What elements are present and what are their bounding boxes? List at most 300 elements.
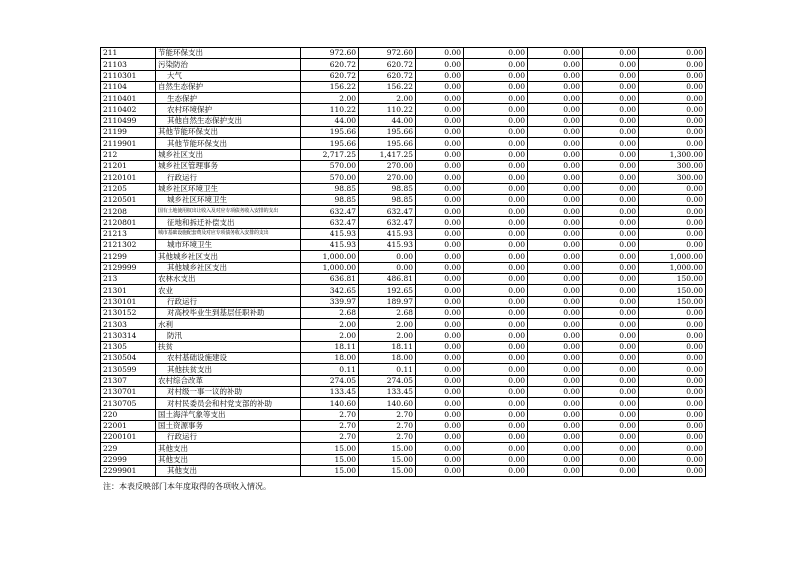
row-label: 征地和拆迁补偿支出 <box>156 217 301 228</box>
row-value: 0.00 <box>639 70 706 81</box>
row-code: 212 <box>101 149 156 160</box>
row-label: 对高校毕业生到基层任职补助 <box>156 307 301 318</box>
row-value: 300.00 <box>639 160 706 171</box>
row-value: 0.00 <box>464 364 528 375</box>
row-value: 189.97 <box>359 296 416 307</box>
table-row <box>101 330 706 341</box>
row-label: 城市环境卫生 <box>156 240 301 251</box>
table-row <box>101 454 706 465</box>
row-value: 0.00 <box>583 262 639 273</box>
row-value: 0.00 <box>583 172 639 183</box>
row-value: 0.00 <box>639 138 706 149</box>
row-value: 620.72 <box>301 70 359 81</box>
row-value: 415.93 <box>301 240 359 251</box>
row-code: 21299 <box>101 251 156 262</box>
row-value: 0.00 <box>639 48 706 59</box>
row-value: 0.00 <box>583 206 639 217</box>
row-value: 0.00 <box>464 409 528 420</box>
row-value: 2.70 <box>301 420 359 431</box>
row-value: 0.00 <box>583 228 639 239</box>
row-value: 0.00 <box>464 149 528 160</box>
row-value: 0.00 <box>464 307 528 318</box>
row-value: 0.00 <box>528 262 583 273</box>
row-code: 2121302 <box>101 240 156 251</box>
row-value: 0.00 <box>583 443 639 454</box>
row-code: 21103 <box>101 59 156 70</box>
table-row <box>101 285 706 296</box>
table-row <box>101 341 706 352</box>
row-value: 0.00 <box>416 115 464 126</box>
row-value: 0.00 <box>528 420 583 431</box>
row-value: 0.00 <box>464 330 528 341</box>
table-row <box>101 386 706 397</box>
table-row <box>101 319 706 330</box>
table-row <box>101 443 706 454</box>
row-value: 0.00 <box>583 353 639 364</box>
row-code: 213 <box>101 273 156 284</box>
row-value: 0.00 <box>639 93 706 104</box>
row-value: 98.85 <box>359 183 416 194</box>
row-value: 0.00 <box>464 319 528 330</box>
row-value: 0.00 <box>416 251 464 262</box>
row-value: 0.11 <box>359 364 416 375</box>
row-code: 2119901 <box>101 138 156 149</box>
row-value: 0.00 <box>583 273 639 284</box>
table-row <box>101 262 706 273</box>
row-value: 0.00 <box>639 398 706 409</box>
row-value: 0.00 <box>639 183 706 194</box>
table-row <box>101 127 706 138</box>
row-value: 0.00 <box>583 127 639 138</box>
row-label: 其他自然生态保护支出 <box>156 115 301 126</box>
row-value: 0.00 <box>528 307 583 318</box>
row-value: 0.00 <box>639 420 706 431</box>
row-value: 0.00 <box>464 432 528 443</box>
row-value: 636.81 <box>301 273 359 284</box>
row-value: 0.00 <box>416 398 464 409</box>
row-value: 0.00 <box>583 319 639 330</box>
row-value: 15.00 <box>359 454 416 465</box>
row-value: 195.66 <box>359 138 416 149</box>
row-value: 0.00 <box>639 228 706 239</box>
row-label: 国土海洋气象等支出 <box>156 409 301 420</box>
row-value: 0.00 <box>416 48 464 59</box>
row-value: 0.00 <box>583 364 639 375</box>
row-value: 0.00 <box>416 353 464 364</box>
row-value: 0.00 <box>583 409 639 420</box>
row-value: 0.00 <box>528 240 583 251</box>
row-code: 21201 <box>101 160 156 171</box>
row-code: 2120801 <box>101 217 156 228</box>
row-value: 0.00 <box>583 217 639 228</box>
row-value: 0.00 <box>639 443 706 454</box>
row-value: 0.00 <box>464 81 528 92</box>
row-value: 0.00 <box>464 240 528 251</box>
row-value: 2.00 <box>301 93 359 104</box>
table-row <box>101 420 706 431</box>
row-value: 0.00 <box>583 386 639 397</box>
table-row <box>101 104 706 115</box>
row-label: 行政运行 <box>156 172 301 183</box>
table-row <box>101 194 706 205</box>
table-footnote: 注：本表反映部门本年度取得的各项收入情况。 <box>103 482 271 491</box>
row-value: 0.00 <box>583 93 639 104</box>
row-value: 0.00 <box>639 127 706 138</box>
row-value: 133.45 <box>359 386 416 397</box>
row-value: 0.00 <box>528 285 583 296</box>
row-value: 620.72 <box>301 59 359 70</box>
row-value: 44.00 <box>359 115 416 126</box>
row-value: 486.81 <box>359 273 416 284</box>
row-value: 0.00 <box>464 454 528 465</box>
row-value: 0.00 <box>464 228 528 239</box>
row-label: 行政运行 <box>156 432 301 443</box>
row-label: 生态保护 <box>156 93 301 104</box>
row-label: 城乡社区管理事务 <box>156 160 301 171</box>
row-label: 对村民委员会和村党支部的补助 <box>156 398 301 409</box>
row-value: 1,000.00 <box>301 262 359 273</box>
row-value: 0.00 <box>583 138 639 149</box>
row-value: 0.00 <box>639 409 706 420</box>
row-value: 0.00 <box>583 48 639 59</box>
row-code: 21301 <box>101 285 156 296</box>
row-value: 2.68 <box>359 307 416 318</box>
row-label: 扶贫 <box>156 341 301 352</box>
row-code: 21307 <box>101 375 156 386</box>
row-value: 0.00 <box>639 217 706 228</box>
row-value: 192.65 <box>359 285 416 296</box>
row-value: 0.00 <box>416 386 464 397</box>
row-value: 632.47 <box>301 206 359 217</box>
row-value: 0.00 <box>583 59 639 70</box>
row-value: 0.00 <box>416 206 464 217</box>
table-row <box>101 149 706 160</box>
row-code: 2130101 <box>101 296 156 307</box>
row-value: 0.00 <box>528 454 583 465</box>
row-value: 0.00 <box>416 149 464 160</box>
row-code: 22999 <box>101 454 156 465</box>
row-label: 农村环境保护 <box>156 104 301 115</box>
row-value: 0.00 <box>528 93 583 104</box>
row-value: 339.97 <box>301 296 359 307</box>
table-row <box>101 364 706 375</box>
row-value: 140.60 <box>359 398 416 409</box>
row-value: 0.00 <box>464 59 528 70</box>
row-value: 0.00 <box>528 386 583 397</box>
table-row <box>101 353 706 364</box>
row-value: 0.11 <box>301 364 359 375</box>
row-value: 0.00 <box>583 420 639 431</box>
row-value: 0.00 <box>528 273 583 284</box>
row-value: 0.00 <box>416 330 464 341</box>
row-label: 城乡社区环境卫生 <box>156 183 301 194</box>
row-value: 0.00 <box>359 262 416 273</box>
budget-table-body <box>101 48 706 477</box>
row-value: 0.00 <box>416 160 464 171</box>
row-value: 0.00 <box>416 240 464 251</box>
row-value: 415.93 <box>301 228 359 239</box>
row-value: 0.00 <box>528 398 583 409</box>
row-value: 0.00 <box>416 183 464 194</box>
row-label: 国有土地使用权出让收入及对应专项债务收入安排的支出 <box>156 206 301 217</box>
row-value: 0.00 <box>464 262 528 273</box>
table-row <box>101 206 706 217</box>
row-value: 0.00 <box>416 262 464 273</box>
row-value: 0.00 <box>528 194 583 205</box>
row-value: 0.00 <box>416 172 464 183</box>
row-value: 620.72 <box>359 59 416 70</box>
row-value: 0.00 <box>464 465 528 476</box>
row-value: 0.00 <box>464 127 528 138</box>
row-value: 2.70 <box>301 432 359 443</box>
row-code: 2130599 <box>101 364 156 375</box>
row-value: 0.00 <box>416 364 464 375</box>
row-value: 0.00 <box>639 364 706 375</box>
row-label: 城乡社区支出 <box>156 149 301 160</box>
row-value: 1,000.00 <box>301 251 359 262</box>
row-value: 98.85 <box>301 194 359 205</box>
row-value: 156.22 <box>359 81 416 92</box>
row-value: 0.00 <box>639 465 706 476</box>
row-value: 0.00 <box>639 115 706 126</box>
row-value: 98.85 <box>359 194 416 205</box>
row-code: 2299901 <box>101 465 156 476</box>
row-code: 2110402 <box>101 104 156 115</box>
row-label: 防汛 <box>156 330 301 341</box>
row-value: 0.00 <box>639 330 706 341</box>
row-value: 0.00 <box>528 160 583 171</box>
table-row <box>101 59 706 70</box>
row-value: 2.70 <box>359 409 416 420</box>
row-value: 195.66 <box>301 138 359 149</box>
table-row <box>101 465 706 476</box>
row-value: 0.00 <box>528 364 583 375</box>
row-code: 2130701 <box>101 386 156 397</box>
row-value: 150.00 <box>639 285 706 296</box>
row-value: 0.00 <box>528 115 583 126</box>
row-code: 2130152 <box>101 307 156 318</box>
row-value: 0.00 <box>528 104 583 115</box>
row-code: 2110401 <box>101 93 156 104</box>
row-value: 0.00 <box>464 251 528 262</box>
row-value: 0.00 <box>583 251 639 262</box>
row-value: 0.00 <box>528 228 583 239</box>
row-value: 0.00 <box>639 194 706 205</box>
row-label: 其他节能环保支出 <box>156 138 301 149</box>
row-value: 0.00 <box>528 330 583 341</box>
row-value: 0.00 <box>639 206 706 217</box>
row-code: 2130314 <box>101 330 156 341</box>
row-value: 150.00 <box>639 296 706 307</box>
row-value: 0.00 <box>528 138 583 149</box>
row-label: 农村基础设施建设 <box>156 353 301 364</box>
table-row <box>101 48 706 59</box>
row-value: 632.47 <box>301 217 359 228</box>
row-value: 0.00 <box>639 319 706 330</box>
row-value: 0.00 <box>464 70 528 81</box>
row-value: 620.72 <box>359 70 416 81</box>
row-value: 0.00 <box>464 104 528 115</box>
row-value: 415.93 <box>359 228 416 239</box>
row-value: 0.00 <box>416 217 464 228</box>
row-label: 其他城乡社区支出 <box>156 251 301 262</box>
row-value: 0.00 <box>639 307 706 318</box>
table-row <box>101 172 706 183</box>
table-row <box>101 409 706 420</box>
row-value: 0.00 <box>416 285 464 296</box>
row-value: 0.00 <box>639 432 706 443</box>
row-value: 570.00 <box>301 172 359 183</box>
row-code: 229 <box>101 443 156 454</box>
row-value: 0.00 <box>583 70 639 81</box>
row-label: 对村级一事一议的补助 <box>156 386 301 397</box>
row-value: 18.00 <box>359 353 416 364</box>
row-value: 2,717.25 <box>301 149 359 160</box>
row-value: 972.60 <box>359 48 416 59</box>
table-row <box>101 81 706 92</box>
row-value: 0.00 <box>583 149 639 160</box>
row-value: 0.00 <box>416 273 464 284</box>
row-value: 0.00 <box>583 240 639 251</box>
row-value: 0.00 <box>416 59 464 70</box>
row-value: 0.00 <box>416 319 464 330</box>
table-row <box>101 296 706 307</box>
row-code: 21104 <box>101 81 156 92</box>
row-label: 其他支出 <box>156 465 301 476</box>
row-code: 21199 <box>101 127 156 138</box>
row-value: 0.00 <box>528 149 583 160</box>
row-value: 0.00 <box>639 341 706 352</box>
row-value: 0.00 <box>583 307 639 318</box>
row-value: 110.22 <box>301 104 359 115</box>
row-value: 0.00 <box>528 409 583 420</box>
row-value: 0.00 <box>464 93 528 104</box>
row-value: 0.00 <box>528 341 583 352</box>
row-value: 0.00 <box>583 375 639 386</box>
row-code: 2120501 <box>101 194 156 205</box>
table-row <box>101 273 706 284</box>
row-value: 0.00 <box>416 70 464 81</box>
row-value: 0.00 <box>416 409 464 420</box>
row-value: 15.00 <box>301 454 359 465</box>
row-value: 0.00 <box>528 127 583 138</box>
row-value: 0.00 <box>416 443 464 454</box>
row-label: 城市基础设施配套费及对应专项债务收入安排的支出 <box>156 228 301 239</box>
row-value: 270.00 <box>359 172 416 183</box>
row-value: 0.00 <box>528 432 583 443</box>
row-value: 15.00 <box>301 443 359 454</box>
row-value: 0.00 <box>416 341 464 352</box>
row-value: 0.00 <box>464 138 528 149</box>
row-value: 570.00 <box>301 160 359 171</box>
row-value: 0.00 <box>416 81 464 92</box>
row-label: 自然生态保护 <box>156 81 301 92</box>
row-value: 0.00 <box>416 307 464 318</box>
row-label: 城乡社区环境卫生 <box>156 194 301 205</box>
table-row <box>101 240 706 251</box>
row-value: 0.00 <box>464 386 528 397</box>
row-value: 0.00 <box>464 48 528 59</box>
row-code: 2129999 <box>101 262 156 273</box>
row-value: 0.00 <box>639 240 706 251</box>
row-code: 220 <box>101 409 156 420</box>
row-label: 其他节能环保支出 <box>156 127 301 138</box>
table-row <box>101 93 706 104</box>
row-value: 0.00 <box>528 319 583 330</box>
row-value: 342.65 <box>301 285 359 296</box>
row-value: 0.00 <box>528 217 583 228</box>
row-label: 其他扶贫支出 <box>156 364 301 375</box>
row-value: 0.00 <box>639 81 706 92</box>
row-value: 0.00 <box>416 127 464 138</box>
table-row <box>101 115 706 126</box>
row-code: 2110301 <box>101 70 156 81</box>
row-label: 其他支出 <box>156 454 301 465</box>
row-label: 节能环保支出 <box>156 48 301 59</box>
table-row <box>101 138 706 149</box>
row-label: 国土资源事务 <box>156 420 301 431</box>
row-value: 2.70 <box>301 409 359 420</box>
row-value: 0.00 <box>416 93 464 104</box>
row-value: 1,000.00 <box>639 251 706 262</box>
row-value: 0.00 <box>583 341 639 352</box>
row-value: 0.00 <box>416 104 464 115</box>
row-value: 0.00 <box>528 81 583 92</box>
row-code: 2110499 <box>101 115 156 126</box>
row-value: 2.00 <box>359 330 416 341</box>
row-code: 21208 <box>101 206 156 217</box>
table-row <box>101 375 706 386</box>
row-value: 0.00 <box>464 183 528 194</box>
row-value: 0.00 <box>639 375 706 386</box>
row-value: 0.00 <box>583 285 639 296</box>
row-value: 0.00 <box>528 251 583 262</box>
row-value: 110.22 <box>359 104 416 115</box>
row-value: 0.00 <box>464 398 528 409</box>
row-value: 0.00 <box>464 341 528 352</box>
row-value: 0.00 <box>464 273 528 284</box>
table-row <box>101 398 706 409</box>
row-value: 0.00 <box>416 375 464 386</box>
row-value: 0.00 <box>464 443 528 454</box>
row-code: 2130705 <box>101 398 156 409</box>
row-value: 0.00 <box>583 81 639 92</box>
row-code: 2120101 <box>101 172 156 183</box>
row-value: 415.93 <box>359 240 416 251</box>
row-label: 水利 <box>156 319 301 330</box>
row-value: 0.00 <box>583 398 639 409</box>
row-value: 15.00 <box>301 465 359 476</box>
row-value: 274.05 <box>301 375 359 386</box>
row-value: 0.00 <box>464 194 528 205</box>
row-value: 0.00 <box>583 296 639 307</box>
row-value: 44.00 <box>301 115 359 126</box>
row-value: 270.00 <box>359 160 416 171</box>
row-value: 0.00 <box>416 296 464 307</box>
row-value: 0.00 <box>416 454 464 465</box>
row-value: 300.00 <box>639 172 706 183</box>
row-value: 0.00 <box>416 194 464 205</box>
row-value: 0.00 <box>416 432 464 443</box>
row-value: 0.00 <box>583 194 639 205</box>
row-value: 133.45 <box>301 386 359 397</box>
row-code: 2130504 <box>101 353 156 364</box>
row-label: 农村综合改革 <box>156 375 301 386</box>
row-value: 2.00 <box>359 93 416 104</box>
row-value: 1,417.25 <box>359 149 416 160</box>
row-value: 0.00 <box>639 386 706 397</box>
row-value: 156.22 <box>301 81 359 92</box>
